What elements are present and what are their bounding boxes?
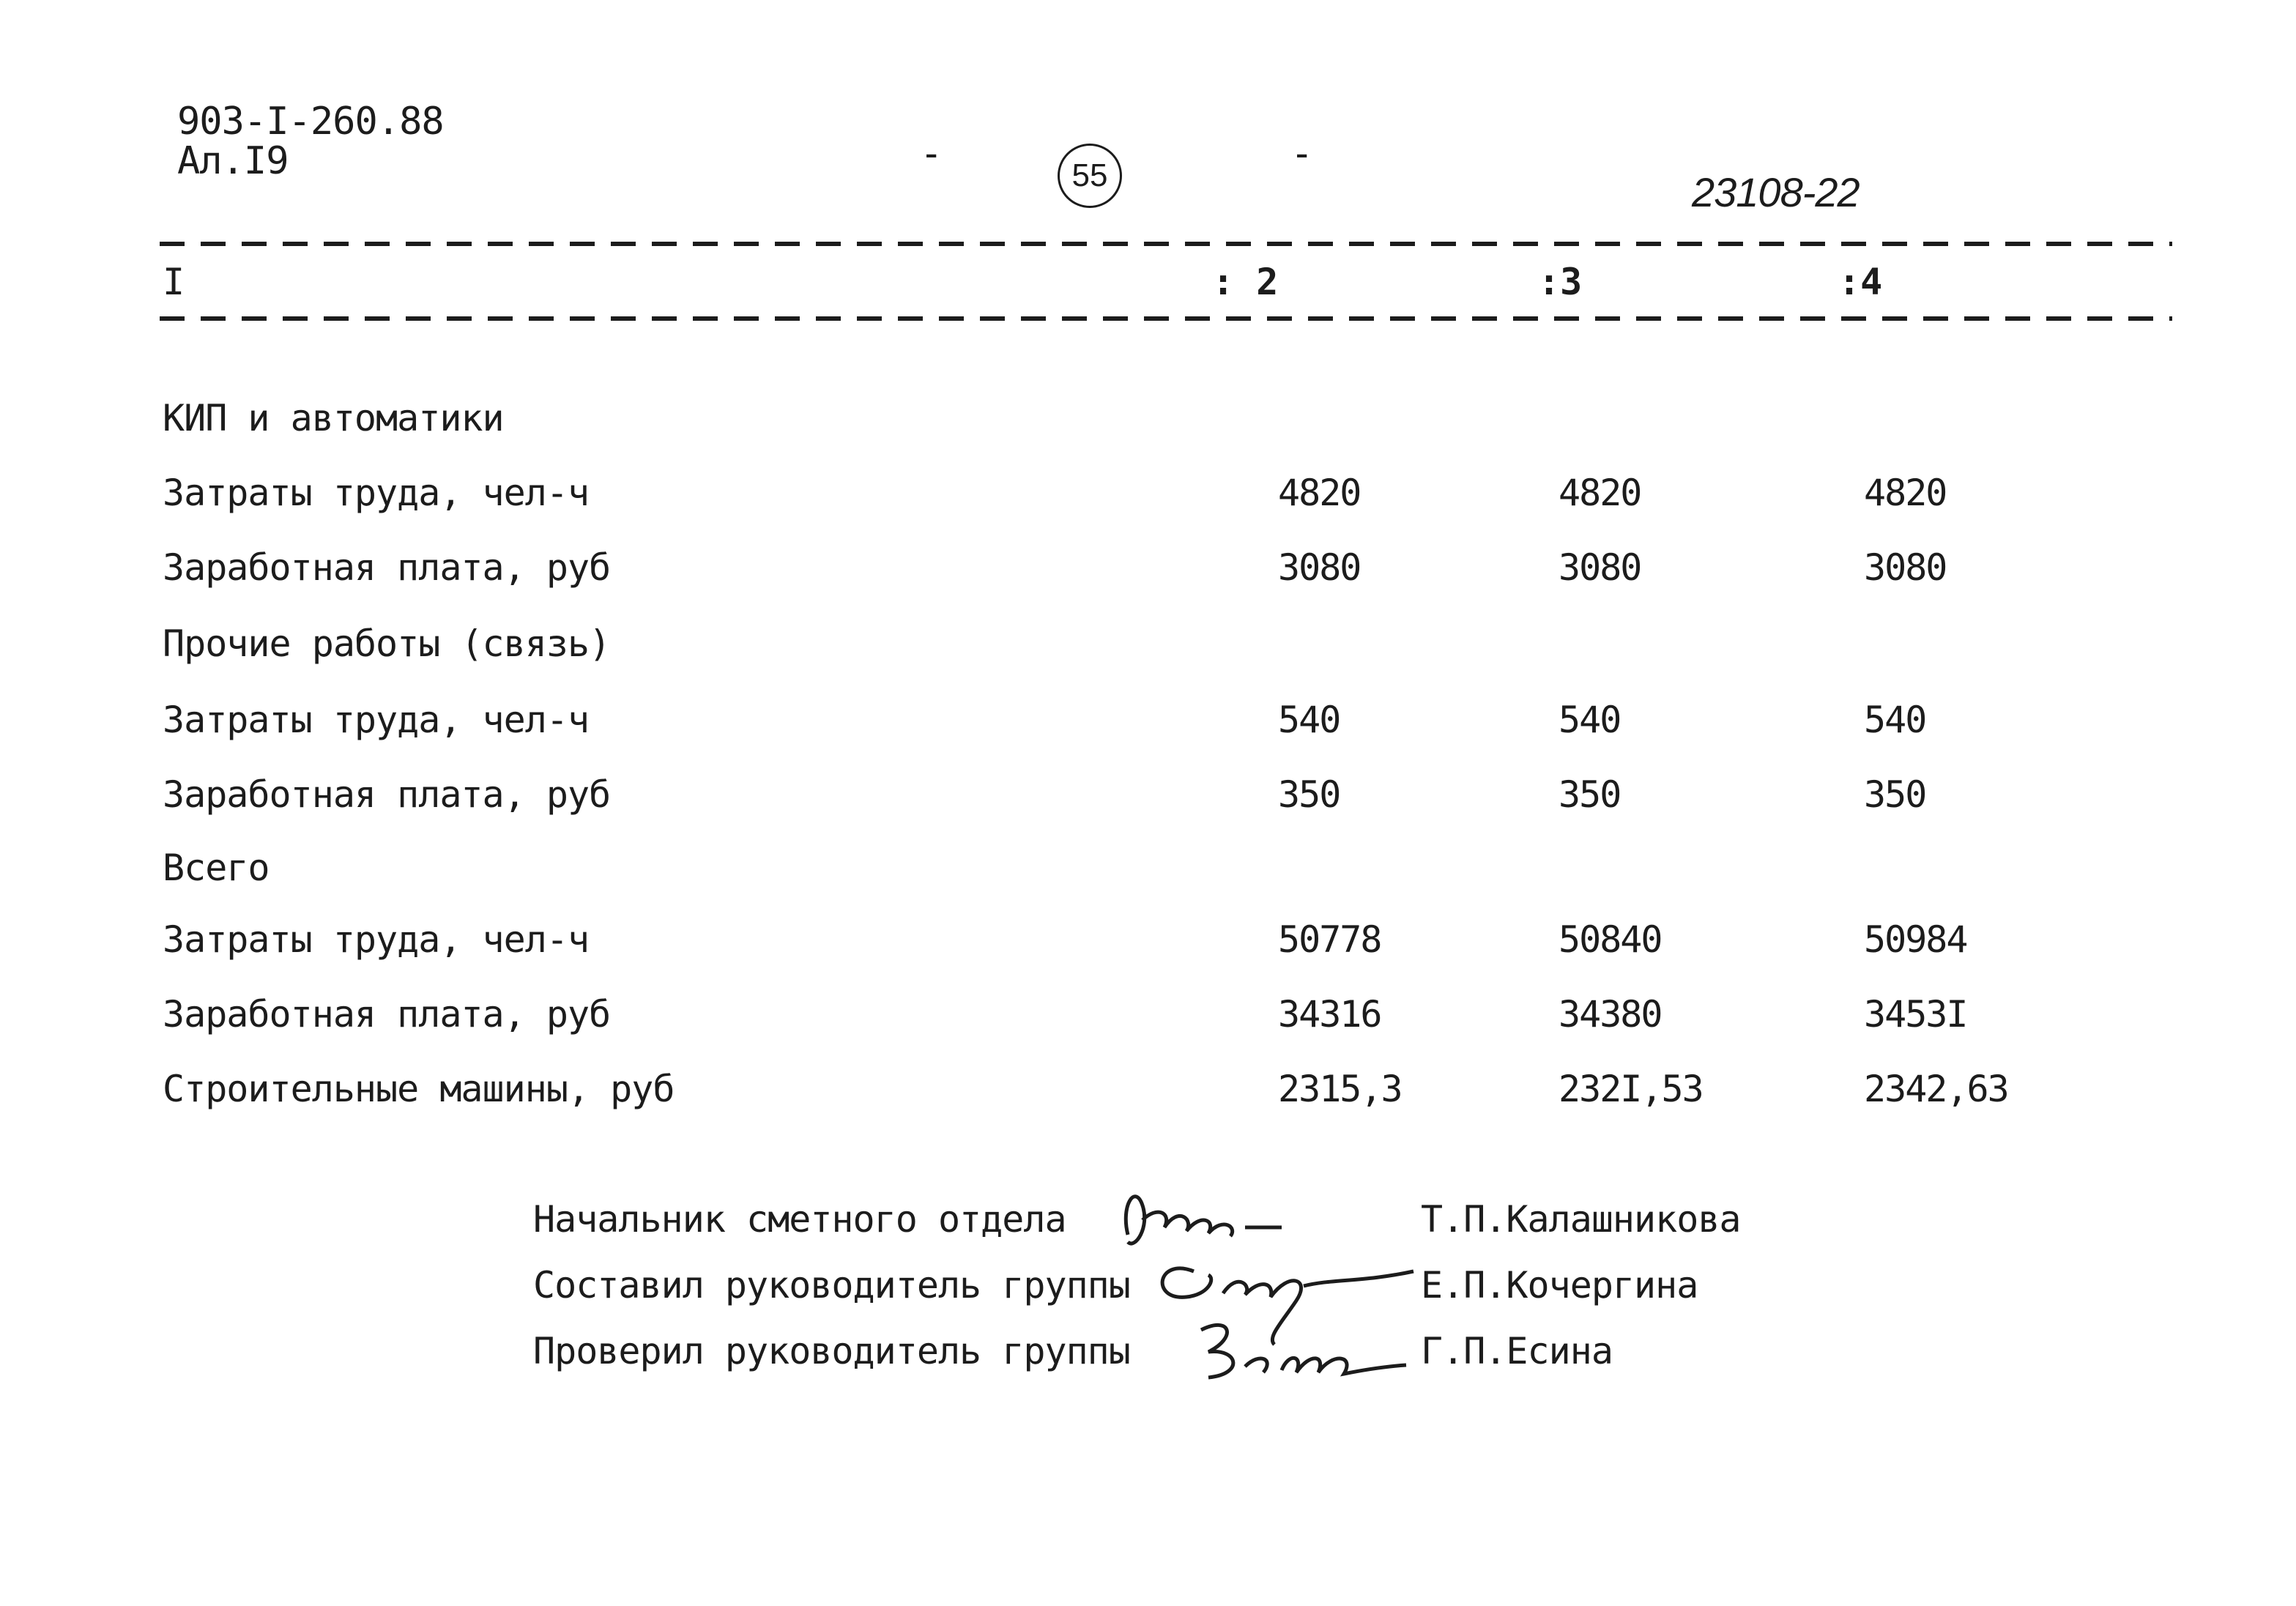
column-header-2: : 2 [1212, 261, 1279, 303]
signature-line [0, 1330, 2296, 1381]
row-value-col4: 2342,63 [1864, 1068, 2008, 1110]
row-value-col4: 540 [1864, 699, 1926, 741]
row-value-col3: 4820 [1558, 472, 1641, 514]
handwritten-signature [1186, 1308, 1421, 1403]
signatory-name: Т.П.Калашникова [1421, 1198, 1741, 1241]
row-value-col3: 3080 [1558, 546, 1641, 589]
row-value-col3: 34380 [1558, 993, 1662, 1036]
table-row [0, 918, 2296, 962]
column-header-4: :4 [1838, 261, 1883, 303]
signature-role: Проверил руководитель группы [533, 1330, 1130, 1372]
signature-role: Начальник сметного отдела [533, 1198, 1066, 1241]
table-row [0, 993, 2296, 1037]
row-value-col4: 3453I [1864, 993, 1967, 1036]
page-number-circle [1058, 144, 1122, 208]
row-value-col2: 4820 [1278, 472, 1361, 514]
row-value-col4: 3080 [1864, 546, 1947, 589]
table-row [0, 1068, 2296, 1112]
row-label: КИП и автоматики [163, 397, 504, 439]
row-value-col4: 4820 [1864, 472, 1947, 514]
row-label: Заработная плата, руб [163, 773, 611, 816]
row-value-col4: 50984 [1864, 918, 1967, 961]
row-value-col3: 540 [1558, 699, 1621, 741]
sheet-number: Ал.I9 [177, 139, 289, 183]
row-label: Затраты труда, чел-ч [163, 699, 590, 741]
row-value-col2: 3080 [1278, 546, 1361, 589]
table-row [0, 847, 2296, 891]
handwritten-code: 23108-22 [1692, 169, 1860, 215]
row-label: Заработная плата, руб [163, 546, 611, 589]
row-label: Затраты труда, чел-ч [163, 472, 590, 514]
table-row [0, 699, 2296, 743]
page-number: 55 [1071, 157, 1108, 193]
signature-role: Составил руководитель группы [533, 1264, 1130, 1306]
row-value-col2: 350 [1278, 773, 1340, 816]
row-label: Затраты труда, чел-ч [163, 918, 590, 961]
signatory-name: Е.П.Кочергина [1421, 1264, 1698, 1306]
document-code: 903-I-260.88 [177, 100, 444, 144]
table-row [0, 546, 2296, 590]
header-dash-right: - [1290, 132, 1313, 176]
column-header-1: I [163, 261, 185, 303]
row-label: Строительные машины, руб [163, 1068, 675, 1110]
signature-line [0, 1264, 2296, 1315]
row-label: Прочие работы (связь) [163, 622, 611, 665]
row-value-col2: 2315,3 [1278, 1068, 1402, 1110]
table-row [0, 472, 2296, 516]
row-value-col3: 350 [1558, 773, 1621, 816]
row-label: Всего [163, 847, 270, 889]
row-value-col3: 50840 [1558, 918, 1662, 961]
table-row [0, 397, 2296, 441]
table-row [0, 622, 2296, 666]
row-label: Заработная плата, руб [163, 993, 611, 1036]
signatory-name: Г.П.Есина [1421, 1330, 1613, 1372]
column-header-3: :3 [1538, 261, 1583, 303]
header-dash-left: - [920, 132, 943, 176]
column-header-row [0, 261, 2296, 305]
row-value-col4: 350 [1864, 773, 1926, 816]
table-row [0, 773, 2296, 817]
row-value-col2: 50778 [1278, 918, 1381, 961]
row-value-col3: 232I,53 [1558, 1068, 1703, 1110]
row-value-col2: 540 [1278, 699, 1340, 741]
row-value-col2: 34316 [1278, 993, 1381, 1036]
dashed-rule-bottom [160, 316, 2172, 321]
dashed-rule-top [160, 242, 2172, 246]
